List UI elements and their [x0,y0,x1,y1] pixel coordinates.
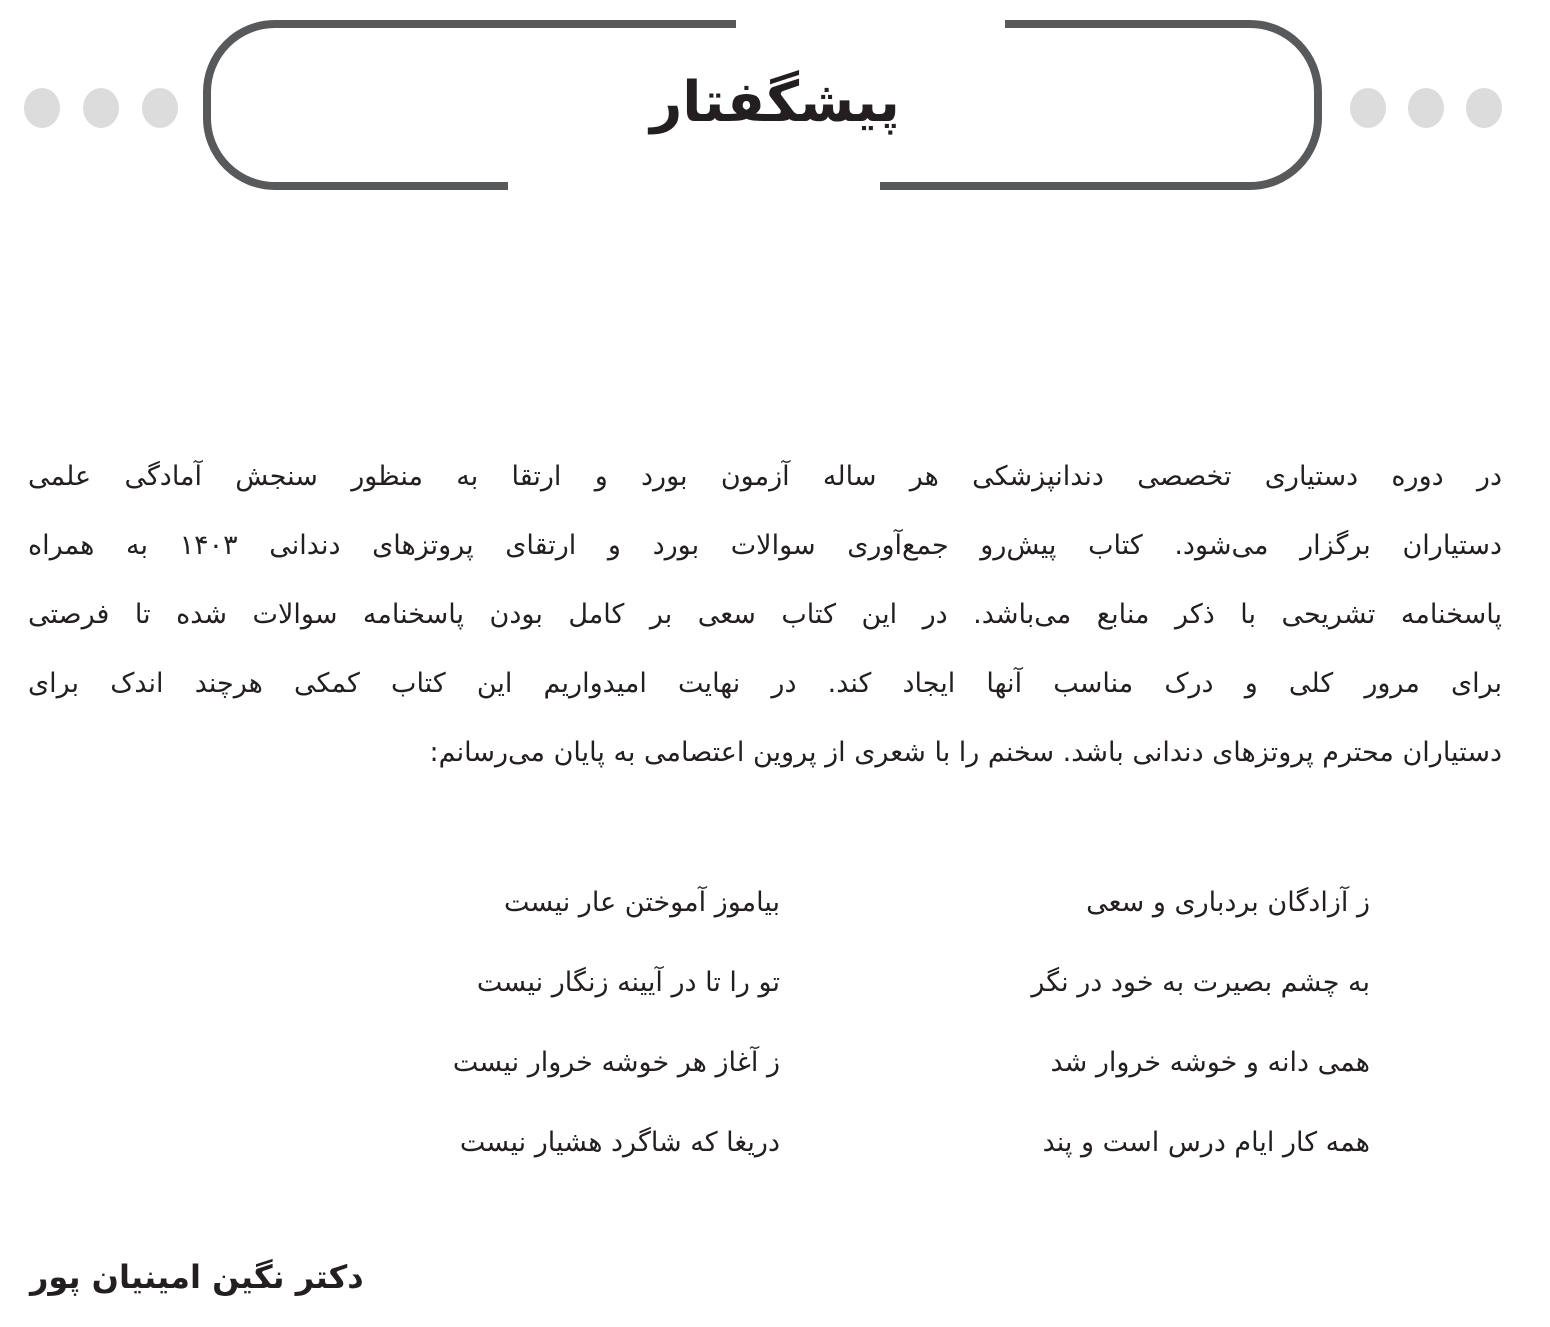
poem-couplet [270,1022,1370,1102]
poem-hemistich-second: دریغا که شاگرد هشیار نیست [459,1126,780,1158]
paragraph-line: دستیاران برگزار می‌شود. کتاب پیش‌رو جمع‌آوری سوالات بورد و ارتقای پروتزهای دندانی ۱۴۰۳ به همراه [28,530,1502,561]
decor-dot [24,88,60,128]
poem-couplet [270,1102,1370,1182]
decor-dot [83,88,119,128]
poem-hemistich-first: همی دانه و خوشه خروار شد [1050,1046,1370,1078]
paragraph-line: دستیاران محترم پروتزهای دندانی باشد. سخنم را با شعری از پروین اعتصامی به پایان می‌رسانم: [429,737,1502,768]
poem-hemistich-second: تو را تا در آیینه زنگار نیست [476,966,780,998]
preface-paragraph [28,442,1502,787]
poem-hemistich-second: بیاموز آموختن عار نیست [503,886,780,918]
paragraph-line: برای مرور کلی و درک مناسب آنها ایجاد کند. در نهایت امیدواریم این کتاب کمکی هرچند اندک برای [28,668,1502,699]
decor-dot [142,88,178,128]
decor-dot [1350,88,1386,128]
poem-couplet [270,942,1370,1022]
page-title: پیشگفتار [650,70,900,135]
decor-dot [1408,88,1444,128]
poem [270,862,1370,1182]
poem-hemistich-first: به چشم بصیرت به خود در نگر [1031,966,1370,998]
decor-dot [1466,88,1502,128]
paragraph-line: در دوره دستیاری تخصصی دندانپزشکی هر ساله آزمون بورد و ارتقا به منظور سنجش آمادگی علمی [28,461,1502,492]
poem-hemistich-first: ز آزادگان بردباری و سعی [1086,886,1370,918]
poem-hemistich-second: ز آغاز هر خوشه خروار نیست [452,1046,780,1078]
author-signature: دکتر نگین امینیان پور [30,1258,364,1296]
paragraph-line: پاسخنامه تشریحی با ذکر منابع می‌باشد. در این کتاب سعی بر کامل بودن پاسخنامه سوالات شده تا فرصتی [28,599,1502,630]
poem-couplet [270,862,1370,942]
poem-hemistich-first: همه کار ایام درس است و پند [1042,1126,1370,1158]
